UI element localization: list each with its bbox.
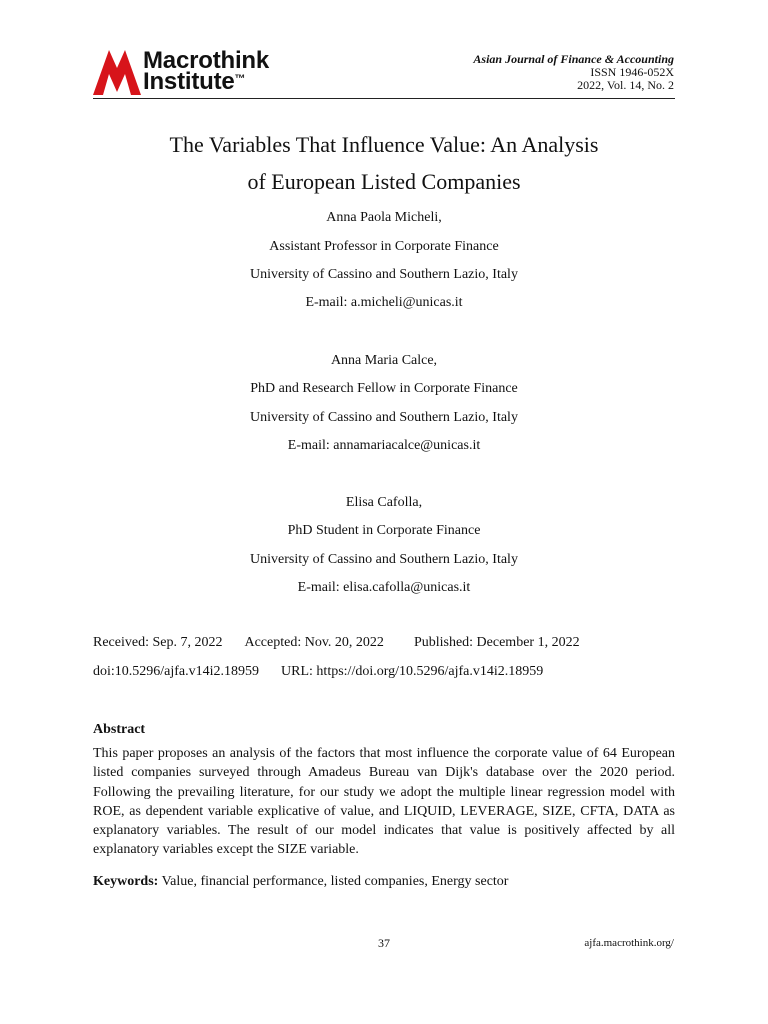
title-line-2: of European Listed Companies — [247, 169, 521, 194]
author-3-affiliation: University of Cassino and Southern Lazio, Italy — [250, 552, 518, 567]
journal-info — [473, 53, 674, 92]
author-3-name: Elisa Cafolla, — [345, 495, 423, 510]
doi-text: doi:10.5296/ajfa.v14i2.18959 — [93, 664, 260, 679]
header-divider — [93, 98, 675, 99]
received-date: Received: Sep. 7, 2022 — [93, 635, 223, 650]
logo-wordmark — [143, 47, 270, 95]
logo-line1: Macrothink — [143, 47, 270, 74]
author-1-email: E-mail: a.micheli@unicas.it — [305, 295, 463, 310]
url-link[interactable]: URL: https://doi.org/10.5296/ajfa.v14i2.18959 — [281, 664, 544, 679]
identifiers — [93, 663, 543, 681]
author-1-name: Anna Paola Micheli, — [326, 210, 442, 225]
author-1-affiliation: University of Cassino and Southern Lazio, Italy — [250, 267, 518, 282]
journal-issn: ISSN 1946-052X — [590, 65, 674, 79]
keywords — [93, 873, 675, 891]
macrothink-m-icon — [93, 50, 141, 95]
published-date: Published: December 1, 2022 — [413, 635, 580, 650]
author-1-position: Assistant Professor in Corporate Finance — [269, 239, 499, 254]
keywords-label: Keywords: — [93, 874, 159, 889]
logo-tm: ™ — [234, 73, 246, 85]
paper-title — [93, 126, 675, 200]
accepted-date: Accepted: Nov. 20, 2022 — [244, 635, 384, 650]
author-2-position: PhD and Research Fellow in Corporate Finance — [250, 381, 518, 396]
footer-url[interactable]: ajfa.macrothink.org/ — [584, 937, 674, 949]
page-number: 37 — [378, 936, 390, 950]
author-2-email: E-mail: annamariacalce@unicas.it — [287, 438, 481, 453]
journal-name: Asian Journal of Finance & Accounting — [473, 52, 674, 66]
abstract-heading: Abstract — [93, 722, 146, 737]
journal-issue: 2022, Vol. 14, No. 2 — [577, 78, 674, 92]
abstract-text: This paper proposes an analysis of the factors that most influence the corporate value of 64 European listed companies surveyed through Amadeus Bureau van Dijk's database over the 2020 period. Following the prevailing literature, for our study we adopt the multiple linear regression model with ROE, as dependent variable explicative of value, and LIQUID, LEVERAGE, SIZE, CFTA, DATA as explanatory variables. The result of our model indicates that value is positively affected by all explanatory variables except the SIZE variable. — [93, 746, 675, 858]
author-2-affiliation: University of Cassino and Southern Lazio, Italy — [250, 410, 518, 425]
keywords-text: Value, financial performance, listed companies, Energy sector — [161, 874, 509, 889]
author-2-name: Anna Maria Calce, — [330, 353, 438, 368]
title-line-1: The Variables That Influence Value: An Analysis — [169, 132, 599, 157]
logo-line2: Institute — [143, 68, 235, 95]
author-3-email: E-mail: elisa.cafolla@unicas.it — [297, 580, 471, 595]
publication-dates — [93, 634, 580, 652]
author-3-position: PhD Student in Corporate Finance — [287, 523, 481, 538]
publisher-logo — [93, 47, 303, 96]
